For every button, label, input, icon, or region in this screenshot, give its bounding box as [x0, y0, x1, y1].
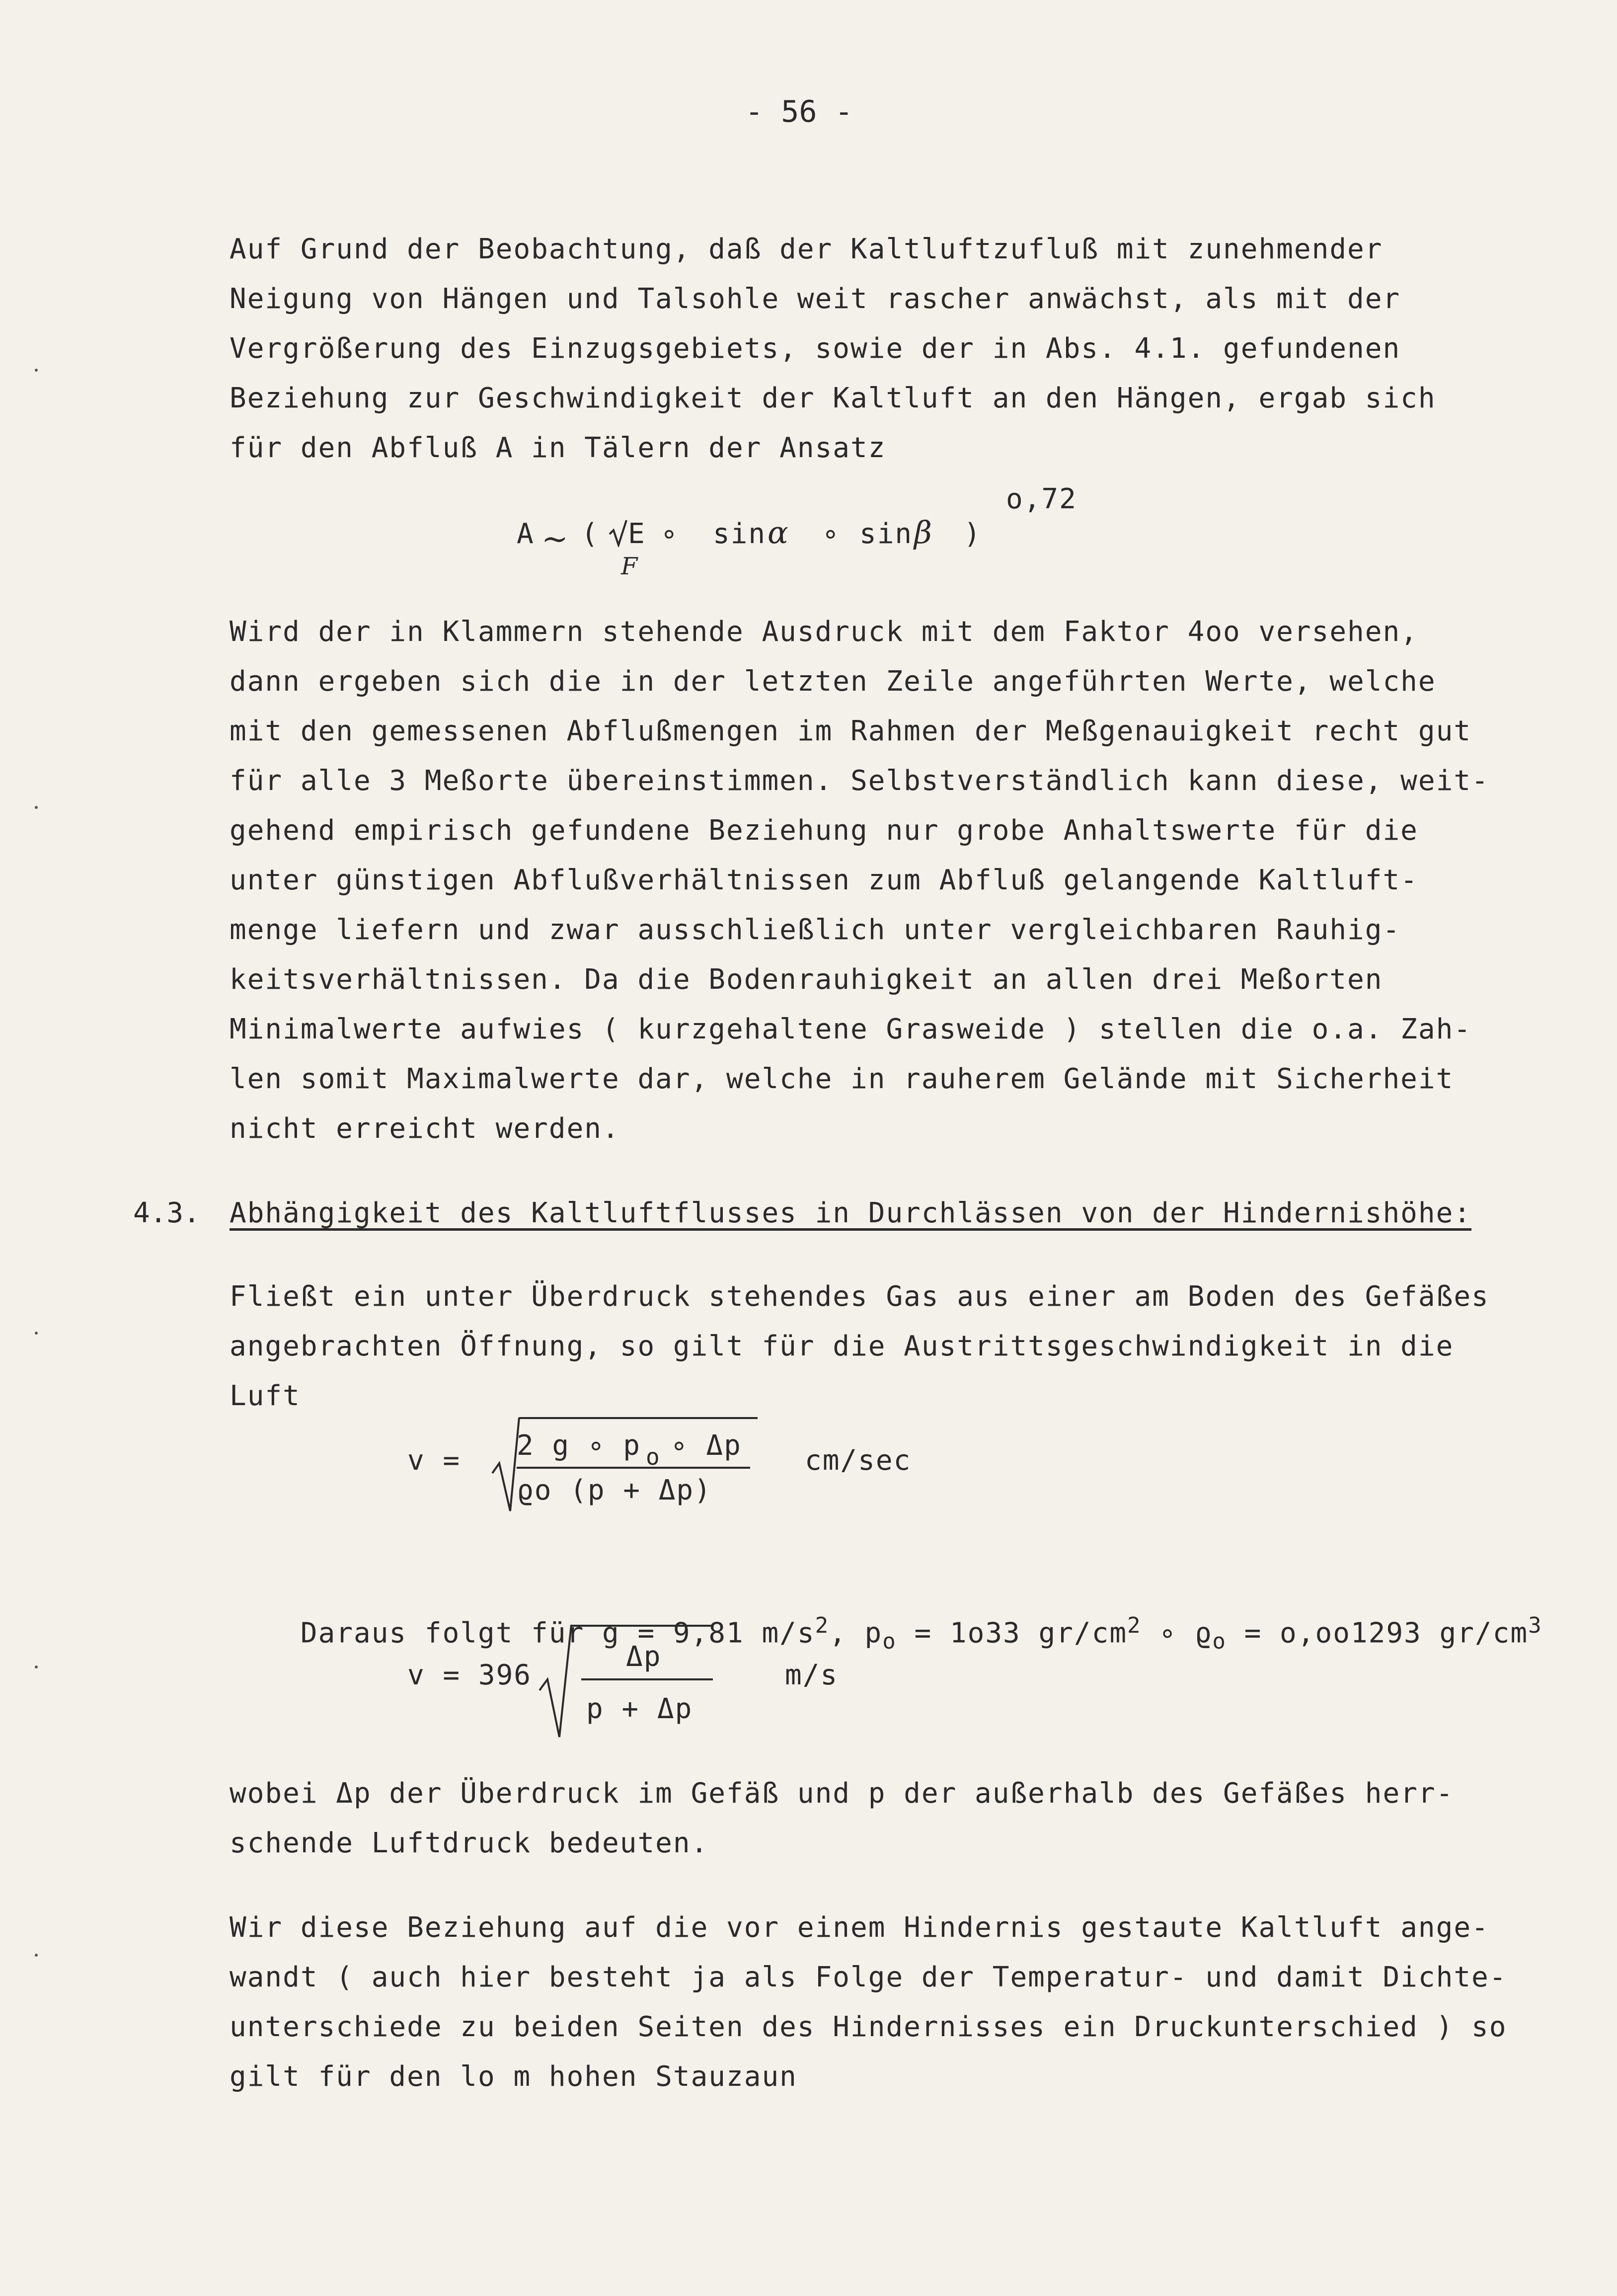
text-line: Vergrößerung des Einzugsgebiets, sowie der in Abs. 4.1. gefundenen — [230, 332, 1401, 365]
paragraph-1 — [230, 225, 1531, 473]
text-line: Fließt ein unter Überdruck stehendes Gas aus einer am Boden des Gefäßes — [230, 1280, 1489, 1313]
denominator: ϱo (p + Δp) — [517, 1474, 712, 1506]
text-line: unterschiede zu beiden Seiten des Hindernisses ein Druckunterschied ) so — [230, 2011, 1507, 2043]
text-line: Luft — [230, 1380, 301, 1412]
unit: cm/sec — [805, 1444, 912, 1477]
text-line: Beziehung zur Geschwindigkeit der Kaltluft an den Hängen, ergab sich — [230, 382, 1436, 414]
formula-close-paren: ) — [964, 518, 982, 550]
text-line: Minimalwerte aufwies ( kurzgehaltene Grasweide ) stellen die o.a. Zah- — [230, 1013, 1472, 1045]
numerator-subscript: o — [646, 1443, 660, 1470]
text-line: wandt ( auch hier besteht ja als Folge der Temperatur- und damit Dichte- — [230, 1961, 1507, 1993]
text-line: angebrachten Öffnung, so gilt für die Austrittsgeschwindigkeit in die — [230, 1330, 1454, 1362]
section-title: Abhängigkeit des Kaltluftflusses in Durchlässen von der Hindernishöhe: — [230, 1197, 1472, 1229]
margin-mark — [35, 1332, 38, 1335]
subscript: o — [1212, 1628, 1227, 1654]
alpha-symbol: α — [768, 514, 789, 551]
superscript: 2 — [815, 1613, 830, 1638]
values-text: = 1o33 gr/cm — [896, 1617, 1128, 1650]
text-line: gilt für den lo m hohen Stauzaun — [230, 2060, 797, 2093]
section-number: 4.3. — [133, 1197, 200, 1229]
text-line: dann ergeben sich die in der letzten Zeile angeführten Werte, welche — [230, 665, 1436, 698]
dot-operator: ∘ — [822, 518, 840, 550]
text-line: unter günstigen Abflußverhältnissen zum Abfluß gelangende Kaltluft- — [230, 864, 1418, 896]
text-line: Neigung von Hängen und Talsohle weit rascher anwächst, als mit der — [230, 283, 1401, 315]
text-line: Auf Grund der Beobachtung, daß der Kaltluftzufluß mit zunehmender — [230, 233, 1383, 265]
values-text: , p — [829, 1617, 883, 1650]
superscript: 3 — [1528, 1613, 1542, 1638]
text-line: wobei Δp der Überdruck im Gefäß und p der außerhalb des Gefäßes herr- — [230, 1777, 1454, 1810]
formula-exponent: o,72 — [1006, 483, 1077, 515]
sin-beta: sin — [859, 518, 913, 550]
text-line: gehend empirisch gefundene Beziehung nur grobe Anhaltswerte für die — [230, 814, 1418, 847]
formula-lhs: v = — [407, 1444, 461, 1477]
margin-mark — [35, 806, 38, 809]
numerator: 2 g ∘ p — [517, 1429, 641, 1462]
formula-lhs: A — [517, 518, 535, 550]
text-line: Wird der in Klammern stehende Ausdruck mit dem Faktor 4oo versehen, — [230, 616, 1418, 648]
values-text: Daraus folgt für g = 9,81 m/s — [300, 1617, 815, 1650]
text-line: nicht erreicht werden. — [230, 1112, 620, 1145]
values-text: ∘ ϱ — [1141, 1617, 1213, 1650]
root-bar — [570, 1625, 712, 1627]
text-line: Wir diese Beziehung auf die vor einem Hindernis gestaute Kaltluft ange- — [230, 1911, 1489, 1944]
page-number: - 56 - — [745, 94, 853, 129]
fraction-line — [581, 1678, 713, 1680]
paragraph-4 — [230, 1769, 1531, 1868]
root-sign — [537, 1621, 576, 1740]
text-line: mit den gemessenen Abflußmengen im Rahmen der Meßgenauigkeit recht gut — [230, 715, 1472, 747]
paragraph-5 — [230, 1903, 1531, 2102]
text-line: für alle 3 Meßorte übereinstimmen. Selbstverständlich kann diese, weit- — [230, 765, 1489, 797]
unit: m/s — [785, 1659, 839, 1691]
numerator: Δp — [626, 1641, 662, 1673]
margin-mark — [35, 369, 38, 372]
text-line: len somit Maximalwerte dar, welche in rauherem Gelände mit Sicherheit — [230, 1063, 1454, 1095]
text-line: schende Luftdruck bedeuten. — [230, 1827, 709, 1859]
numerator-rest: ∘ Δp — [671, 1429, 742, 1462]
margin-mark — [35, 1954, 38, 1957]
text-line: menge liefern und zwar ausschließlich unter vergleichbaren Rauhig- — [230, 914, 1401, 946]
margin-mark — [35, 1665, 38, 1668]
paragraph-2 — [230, 607, 1531, 1154]
under-root: F — [621, 553, 639, 580]
root-bar — [519, 1417, 758, 1419]
formula-lhs: v = 396 — [407, 1659, 532, 1691]
formula-open-paren: ( — [581, 518, 599, 550]
beta-symbol: β — [914, 514, 933, 551]
root-content: E — [628, 518, 646, 550]
sin-alpha: sin — [713, 518, 767, 550]
paragraph-3 — [230, 1272, 1531, 1421]
text-line: für den Abfluß A in Tälern der Ansatz — [230, 432, 886, 464]
subscript: o — [882, 1628, 897, 1654]
superscript: 2 — [1127, 1613, 1142, 1638]
values-text: = o,oo1293 gr/cm — [1226, 1617, 1529, 1650]
approx-symbol: ~ — [541, 521, 569, 557]
text-line: keitsverhältnissen. Da die Bodenrauhigkeit an allen drei Meßorten — [230, 963, 1383, 996]
denominator: p + Δp — [586, 1693, 693, 1725]
dot-operator: ∘ — [661, 518, 679, 550]
